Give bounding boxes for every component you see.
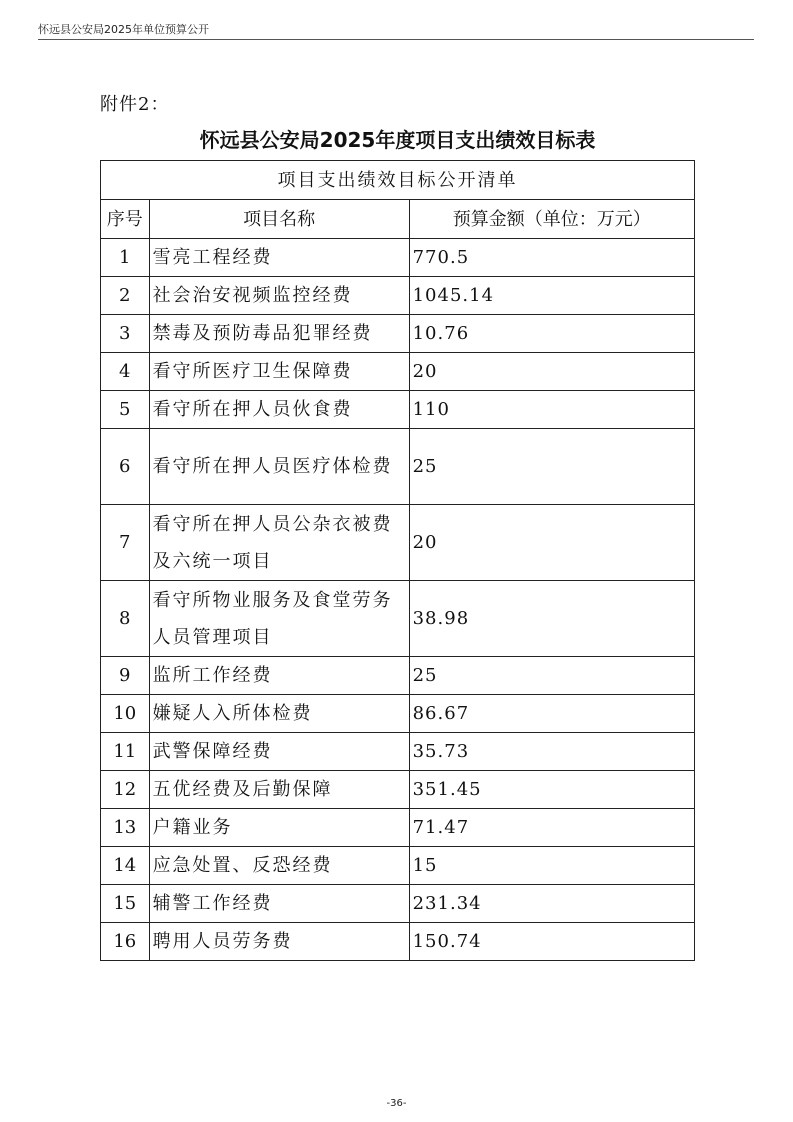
row-project-name: 应急处置、反恐经费 <box>149 847 409 885</box>
performance-target-table <box>100 160 695 961</box>
attachment-label: 附件2： <box>100 94 170 115</box>
table-row <box>101 353 695 391</box>
table-row <box>101 771 695 809</box>
row-budget-amount: 20 <box>409 505 694 581</box>
row-budget-amount: 110 <box>409 391 694 429</box>
row-index: 4 <box>101 353 150 391</box>
table-row <box>101 391 695 429</box>
row-budget-amount: 20 <box>409 353 694 391</box>
row-budget-amount: 351.45 <box>409 771 694 809</box>
table-row <box>101 923 695 961</box>
table-row <box>101 581 695 657</box>
table-row <box>101 657 695 695</box>
table-row <box>101 695 695 733</box>
row-budget-amount: 1045.14 <box>409 277 694 315</box>
row-index: 15 <box>101 885 150 923</box>
row-index: 8 <box>101 581 150 657</box>
table-row <box>101 809 695 847</box>
row-index: 11 <box>101 733 150 771</box>
table-row <box>101 239 695 277</box>
row-index: 14 <box>101 847 150 885</box>
row-index: 7 <box>101 505 150 581</box>
table-caption: 项目支出绩效目标公开清单 <box>101 161 695 200</box>
row-budget-amount: 15 <box>409 847 694 885</box>
row-budget-amount: 770.5 <box>409 239 694 277</box>
row-project-name: 监所工作经费 <box>149 657 409 695</box>
row-index: 3 <box>101 315 150 353</box>
row-project-name: 看守所物业服务及食堂劳务人员管理项目 <box>149 581 409 657</box>
row-budget-amount: 25 <box>409 429 694 505</box>
header-budget-amount: 预算金额（单位：万元） <box>409 200 694 239</box>
page-title: 怀远县公安局2025年度项目支出绩效目标表 <box>199 128 596 152</box>
table-row <box>101 315 695 353</box>
row-index: 6 <box>101 429 150 505</box>
page-number: -36- <box>386 1098 407 1109</box>
row-project-name: 武警保障经费 <box>149 733 409 771</box>
row-project-name: 聘用人员劳务费 <box>149 923 409 961</box>
table-row <box>101 277 695 315</box>
table-row <box>101 885 695 923</box>
row-budget-amount: 71.47 <box>409 809 694 847</box>
row-budget-amount: 38.98 <box>409 581 694 657</box>
table-row <box>101 847 695 885</box>
row-project-name: 看守所在押人员伙食费 <box>149 391 409 429</box>
row-index: 1 <box>101 239 150 277</box>
row-budget-amount: 25 <box>409 657 694 695</box>
row-index: 10 <box>101 695 150 733</box>
row-index: 9 <box>101 657 150 695</box>
row-project-name: 五优经费及后勤保障 <box>149 771 409 809</box>
running-header: 怀远县公安局2025年单位预算公开 <box>38 23 209 36</box>
row-index: 13 <box>101 809 150 847</box>
row-project-name: 社会治安视频监控经费 <box>149 277 409 315</box>
row-project-name: 户籍业务 <box>149 809 409 847</box>
row-project-name: 看守所在押人员公杂衣被费及六统一项目 <box>149 505 409 581</box>
table-row <box>101 505 695 581</box>
row-project-name: 看守所在押人员医疗体检费 <box>149 429 409 505</box>
header-project-name: 项目名称 <box>149 200 409 239</box>
row-project-name: 嫌疑人入所体检费 <box>149 695 409 733</box>
row-index: 5 <box>101 391 150 429</box>
header-index: 序号 <box>101 200 150 239</box>
row-project-name: 雪亮工程经费 <box>149 239 409 277</box>
table-row <box>101 429 695 505</box>
row-budget-amount: 231.34 <box>409 885 694 923</box>
row-budget-amount: 150.74 <box>409 923 694 961</box>
table-row <box>101 733 695 771</box>
row-budget-amount: 10.76 <box>409 315 694 353</box>
row-budget-amount: 86.67 <box>409 695 694 733</box>
row-index: 12 <box>101 771 150 809</box>
row-index: 2 <box>101 277 150 315</box>
row-project-name: 辅警工作经费 <box>149 885 409 923</box>
row-project-name: 看守所医疗卫生保障费 <box>149 353 409 391</box>
row-index: 16 <box>101 923 150 961</box>
row-budget-amount: 35.73 <box>409 733 694 771</box>
row-project-name: 禁毒及预防毒品犯罪经费 <box>149 315 409 353</box>
header-divider <box>38 39 754 40</box>
